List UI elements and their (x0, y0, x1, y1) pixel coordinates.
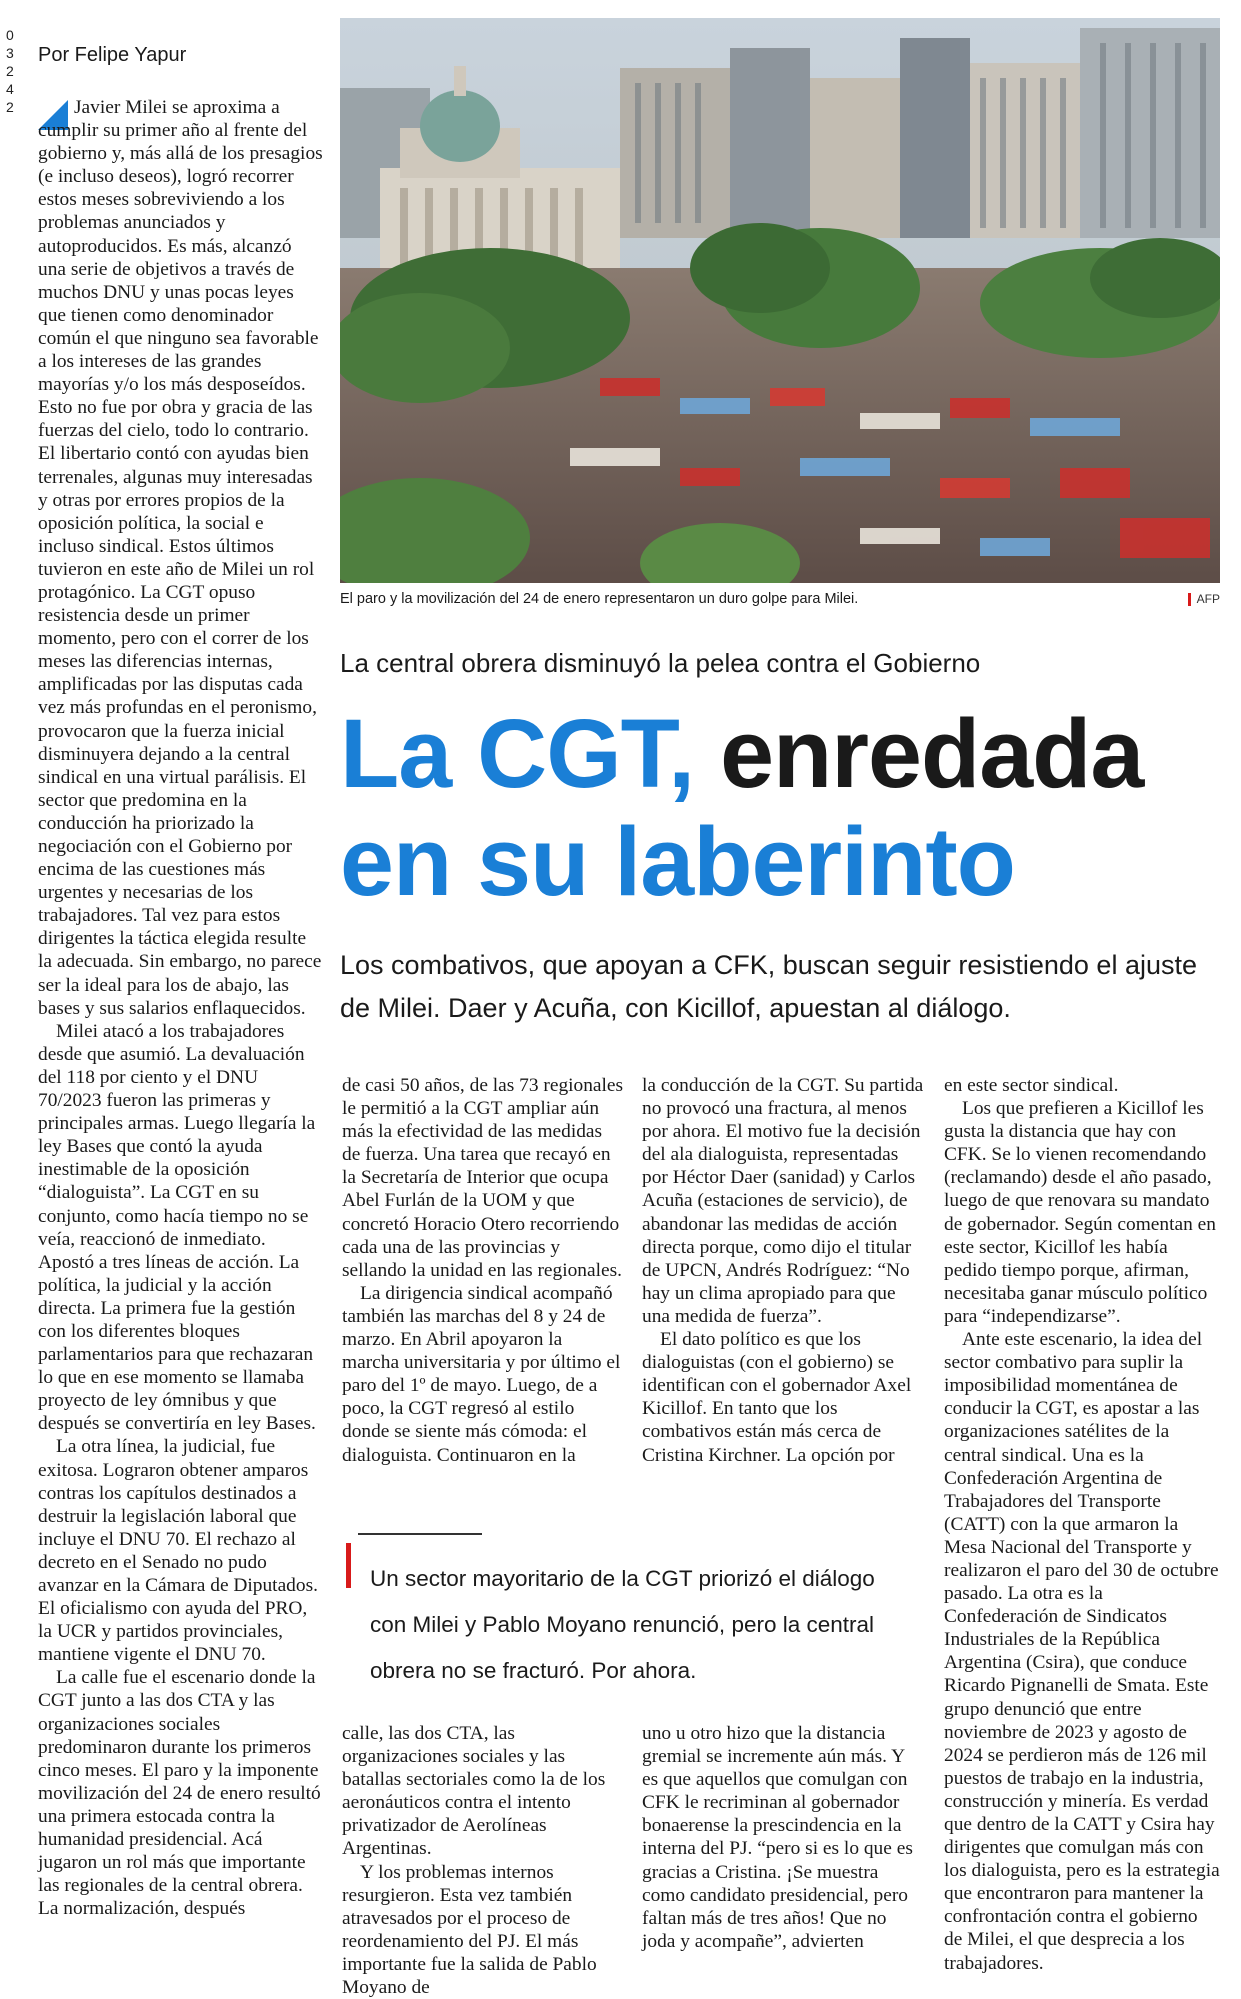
paragraph: calle, las dos CTA, las organizaciones sociales y las batallas sectoriales como la de los aeronáuticos contra el intento privatizador de Aerolíneas Argentinas. (342, 1723, 606, 1860)
paragraph: Ante este escenario, la idea del sector combativo para suplir la imposibilidad momentánea de conducir la CGT, es apostar a las organizaciones satélites de la central sindical. Una es la Confederación Argentina de Trabajadores del Transporte (CATT) con la que armaron la Mesa Nacional del Transporte y realizaron el paro del 30 de octubre pasado. La otra es la Confederación de Sindicatos Industriales de la República Argentina (Csira), que conduce Ricardo Pignanelli de Smata. Este grupo denunció que entre noviembre de 2023 y agosto de 2024 se perdieron más de 126 mil puestos de trabajo en la industria, construcción y minería. Es verdad que dentro de la CATT y Csira hay dirigentes que comulgan más con los dialoguista, pero es la estrategia que encontraron para mantener la confrontación contra el gobierno de Milei, el que desprecia a los trabajadores. (944, 1329, 1220, 1974)
article-column-2-bottom (342, 1722, 624, 1999)
photo-credit-text: AFP (1196, 592, 1220, 606)
pullquote-bar (346, 1543, 351, 1588)
paragraph: La dirigencia sindical acompañó también las marchas del 8 y 24 de marzo. En Abril apoyaron la marcha universitaria y por último el paro del 1º de mayo. Luego, de a poco, la CGT regresó al estilo donde se siente más cómoda: el dialoguista. Continuaron en la (342, 1282, 621, 1466)
paragraph: en este sector sindical. (944, 1075, 1119, 1096)
photo-credit (1188, 592, 1220, 606)
credit-marker (1188, 593, 1191, 606)
pullquote: Un sector mayoritario de la CGT priorizó el diálogo con Milei y Pablo Moyano renunció, pero la central obrera no se fracturó. Por ahora. (370, 1566, 875, 1683)
headline-line-2: en su laberinto (340, 807, 1015, 916)
page-number: 0 3 2 4 2 (6, 27, 14, 115)
headline-dark-1: enredada (720, 699, 1144, 808)
byline: Por Felipe Yapur (38, 44, 187, 66)
paragraph: La calle fue el escenario donde la CGT junto a las dos CTA y las organizaciones sociales predominaron durante los primeros cinco meses. El paro y la imponente movilización del 24 de enero resultó una primera estocada contra la humanidad presidencial. Acá jugaron un rol más que importante las regionales de la central obrera. La normalización, después (38, 1667, 321, 1920)
kicker: La central obrera disminuyó la pelea contra el Gobierno (340, 648, 981, 678)
paragraph: Javier Milei se aproxima a cumplir su primer año al frente del gobierno y, más allá de los presagios (e incluso deseos), logró recorrer estos meses sobreviviendo a los problemas anunciados y autoproducidos. Es más, alcanzó una serie de objetivos a través de muchos DNU y unas pocas leyes que tienen como denominador común el que ninguno sea favorable a los intereses de las grandes mayorías y/o los más desposeídos. Esto no fue por obra y gracia de las fuerzas del cielo, todo lo contrario. El libertario contó con ayudas bien terrenales, algunas muy interesadas y otras por errores propios de la oposición política, la social e incluso sindical. Estos últimos tuvieron en este año de Milei un rol protagónico. La CGT opuso resistencia desde un primer momento, pero con el correr de los meses las diferencias internas, amplificadas por las disputas cada vez más profundas en el peronismo, provocaron que la fuerza inicial disminuyera dejando a la central sindical en una virtual parálisis. El sector que predomina en la conducción ha priorizado la negociación con el Gobierno por encima de las cuestiones más urgentes y necesarias de los trabajadores. Tal vez para estos dirigentes la táctica elegida resulte la adecuada. Sin embargo, no parece ser la ideal para los de abajo, las bases y sus salarios enflaquecidos. (38, 97, 323, 1019)
pullquote-rule (358, 1533, 482, 1535)
headline (340, 700, 1143, 916)
paragraph: la conducción de la CGT. Su partida no provocó una fractura, al menos por ahora. El motivo fue la decisión del ala dialoguista, representadas por Héctor Daer (sanidad) y Carlos Acuña (estaciones de servicio), de abandonar las medidas de acción directa porque, como dijo el titular de UPCN, Andrés Rodríguez: “No hay un clima apropiado para que una medida de fuerza”. (642, 1075, 924, 1327)
article-column-1 (38, 96, 324, 1920)
paragraph: uno u otro hizo que la distancia gremial se incremente aún más. Y es que aquellos que comulgan con CFK le recriminan al gobernador bonaerense la prescindencia en la interna del PJ. “pero si es lo que es gracias a Cristina. ¡Se muestra como candidato presidencial, pero faltan más de tres años! Que no joda y acompañe”, advierten (642, 1723, 913, 1952)
article-column-2-top (342, 1074, 624, 1467)
article-column-3-bottom (642, 1722, 924, 1953)
rally-photo (340, 18, 1220, 583)
paragraph: Los que prefieren a Kicillof les gusta la distancia que hay con CFK. Se lo vienen recomendando (reclamando) desde el año pasado, luego de que renovara su mandato de gobernador. Según comentan en este sector, Kicillof les había pedido tiempo porque, afirman, necesitaba ganar músculo político para “independizarse”. (944, 1098, 1216, 1327)
article-column-4 (944, 1074, 1220, 1975)
subhead: Los combativos, que apoyan a CFK, buscan seguir resistiendo el ajuste de Milei. Daer y Acuña, con Kicillof, apuestan al diálogo. (340, 950, 1197, 1023)
article-column-3-top (642, 1074, 924, 1467)
photo-caption: El paro y la movilización del 24 de enero representaron un duro golpe para Milei. (340, 591, 859, 607)
paragraph: La otra línea, la judicial, fue exitosa. Lograron obtener amparos contras los capítulos destinados a destruir la legislación laboral que incluye el DNU 70. El rechazo al decreto en el Senado no pudo avanzar en la Cámara de Diputados. El oficialismo con ayuda del PRO, la UCR y partidos provinciales, mantiene vigente el DNU 70. (38, 1436, 318, 1666)
paragraph: El dato político es que los dialoguistas (con el gobierno) se identifican con el gobernador Axel Kicillof. En tanto que los combativos están más cerca de Cristina Kirchner. La opción por (642, 1329, 912, 1466)
paragraph: de casi 50 años, de las 73 regionales le permitió a la CGT ampliar aún más la efectividad de las medidas de fuerza. Una tarea que recayó en la Secretaría de Interior que ocupa Abel Furlán de la UOM y que concretó Horacio Otero recorriendo cada una de las provincias y sellando la unidad en las regionales. (342, 1075, 624, 1281)
paragraph: Y los problemas internos resurgieron. Esta vez también atravesados por el proceso de reordenamiento del PJ. El más importante fue la salida de Pablo Moyano de (342, 1861, 597, 1999)
headline-blue: La CGT, (340, 699, 695, 808)
paragraph: Milei atacó a los trabajadores desde que asumió. La devaluación del 118 por ciento y el DNU 70/2023 fueron las primeras y principales armas. Luego llegaría la ley Bases que contó la ayuda inestimable de la oposición “dialoguista”. La CGT en su conjunto, como hacía tiempo no se veía, reaccionó de inmediato. Apostó a tres líneas de acción. La política, la judicial y la acción directa. La primera fue la gestión con los diferentes bloques parlamentarios para que rechazaran lo que en ese momento se llamaba proyecto de ley ómnibus y que después se convertiría en ley Bases. (38, 1020, 316, 1435)
